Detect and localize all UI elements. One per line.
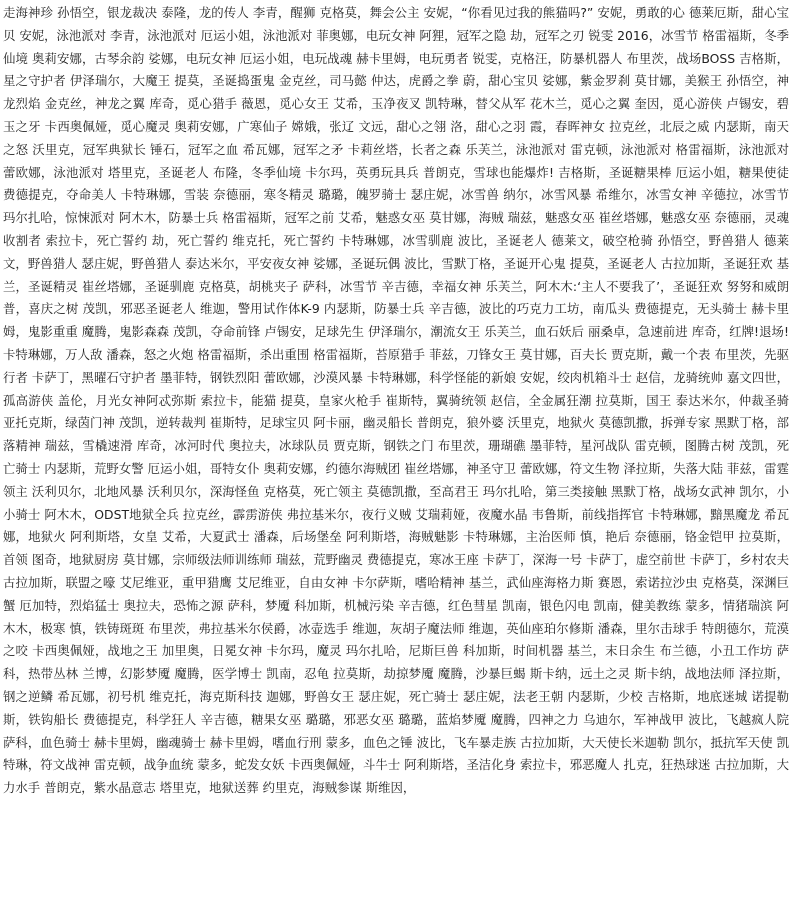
skin-list-paragraph: 走海神珍 孙悟空，银龙裁决 泰隆，龙的传人 李青，醒狮 克格莫，舞会公主 安妮，“你看见过我的熊猫吗?” 安妮，勇敢的心 德莱厄斯，甜心宝贝 安妮，泳池派对 李青，泳池派对 厄运小姐，泳池派对 菲奥娜，电玩女神 阿狸，冠军之隐 劫，冠军之刃 锐雯 2016，冰雪节 格雷福斯，冬季仙境 奥莉安娜，古琴余韵 娑娜，电玩女神 厄运小姐，电玩战魂 赫卡里姆，电玩勇者 锐雯，克格汪，防暴机器人 布里茨，战场BOSS 吉格斯，星之守护者 伊泽瑞尔，大魔王 提莫，圣诞捣蛋鬼 金克丝，司马懿 仲达，虎爵之拳 蔚，甜心宝贝 娑娜，紫金罗刹 莫甘娜，美猴王 孙悟空，神龙烈焰 金克丝，神龙之翼 库奇，觅心猎手 薇恩，觅心女王 艾希，玉净夜叉 凯特琳，替父从军 花木兰，觅心之翼 奎因，觅心游侠 卢锡安，碧玉之牙 卡西奥佩娅，觅心魔灵 奥莉安娜，广寒仙子 嫦娥，张辽 文远，甜心之翎 洛，甜心之羽 霞，春晖神女 拉克丝，北辰之威 内瑟斯，南天之怒 沃里克，冠军典狱长 锤石，冠军之血 希瓦娜，冠军之矛 卡莉丝塔，长者之森 乐芙兰，泳池派对 雷克顿，泳池派对 格雷福斯，泳池派对 蕾欧娜，泳池派对 塔里克，圣诞老人 布隆，冬季仙境 卡尔玛，英勇玩具兵 普朗克，雪球也能爆炸! 吉格斯，圣诞糖果棒 厄运小姐，糖果使徒 费德提克，夺命美人 卡特琳娜，雪装 奈德丽，寒冬精灵 璐璐，魄罗骑士 瑟庄妮，冰雪兽 纳尔，冰雪风暴 希维尔，冰雪女神 辛德拉，冰雪节 玛尔扎哈，惊悚派对 阿木木，防暴士兵 格雷福斯，冠军之前 艾希，魅惑女巫 莫甘娜，海贼 瑞兹，魅惑女巫 崔丝塔娜，魅惑女巫 奈德丽，灵魂收割者 索拉卡，死亡誓约 劫，死亡誓约 维克托，死亡誓约 卡特琳娜，冰雪驯鹿 波比，圣诞老人 德莱文，破空枪骑 孙悟空，野兽猎人 德莱文，野兽猎人 瑟庄妮，野兽猎人 泰达米尔，平安夜女神 娑娜，圣诞玩偶 波比，雪默丁格，圣诞开心鬼 提莫，圣诞老人 古拉加斯，圣诞狂欢 基兰，圣诞精灵 崔丝塔娜，圣诞驯鹿 克格莫，胡桃夹子 萨科，冰雪节 辛吉德，幸福女神 乐芙兰，阿木木:‘主人不要我了’，圣诞狂欢 努努和威朗普，喜庆之树 茂凯，邪恶圣诞老人 维迦，警用试作体K-9 内瑟斯，防暴士兵 辛吉德，波比的巧克力工坊，南瓜头 费德提克，无头骑士 赫卡里姆，鬼影重重 魔腾，鬼影森森 茂凯，夺命前锋 卢锡安，足球先生 伊泽瑞尔，潮流女王 乐芙兰，血石妖后 丽桑卓，急速前进 库奇，红牌!退场! 卡特琳娜，万人敌 潘森，怒之火炮 格雷福斯，杀出重围 格雷福斯，苔原猎手 菲兹，刀锋女王 莫甘娜，百夫长 贾克斯，戴一个表 布里茨，先驱行者 卡萨丁，黑曜石守护者 墨菲特，钢铁烈阳 蕾欧娜，沙漠风暴 卡特琳娜，科学怪能的新娘 安妮，绞肉机箱斗士 赵信，龙骑统帅 嘉文四世，孤高游侠 盖伦，月光女神阿忒弥斯 索拉卡，能猫 提莫，皇家火枪手 崔斯特，翼骑统领 赵信，全金属狂潮 拉莫斯，国王 泰达米尔，仲裁圣骑 亚托克斯，绿茵门神 茂凯，逆转裁判 崔斯特，足球宝贝 阿卡丽，幽灵船长 普朗克，狼外婆 沃里克，地狱火 莫德凯撒，拆弹专家 黑默丁格，部落精神 瑞兹，雪橇速滑 库奇，冰河时代 奥拉夫，冰球队员 贾克斯，钢铁之门 布里茨，珊瑚礁 墨菲特，星河战队 雷克顿，图腾古树 茂凯，死亡骑士 内瑟斯，荒野女警 厄运小姐，哥特女仆 奥莉安娜，约德尔海贼团 崔丝塔娜，神圣守卫 蕾欧娜，符文生物 泽拉斯，失落大陆 菲兹，雷霆领主 沃利贝尔，北地风暴 沃利贝尔，深海怪鱼 克格莫，死亡领主 莫德凯撒，至高君王 玛尔扎哈，第三类接触 黑默丁格，战场女武神 凯尔，小小骑士 阿木木，ODST地狱全兵 拉克丝，霹雳游侠 弗拉基米尔，夜行义贼 艾瑞莉娅，夜魔水晶 韦鲁斯，前线指挥官 卡特琳娜，黯黑魔龙 希瓦娜，地狱火 阿利斯塔，女皇 艾希，大夏武士 潘森，后场堡垒 阿利斯塔，海贼魅影 卡特琳娜，主治医师 慎，艳后 奈德丽，铬金铠甲 拉莫斯，首领 图奇，地狱厨房 莫甘娜，宗师级法师训练师 瑞兹，荒野幽灵 费德提克，寒冰王座 卡萨丁，深海一号 卡萨丁，虚空前世 卡萨丁，乡村农夫 古拉加斯，联盟之嚎 艾尼维亚，重甲猎鹰 艾尼维亚，自由女神 卡尔萨斯，嗜哈精神 基兰，武仙座海格力斯 赛恩，索诺拉沙虫 克格莫，深渊巨蟹 厄加特，烈焰猛士 奥拉夫，恐怖之源 萨科，梦魇 科加斯，机械污染 辛吉德，红色彗星 凯南，银色闪电 凯南，健美教练 蒙多，情猪瑞滨 阿木木，极寒 慎，铁铸斑斑 布里茨，弗拉基米尔侯爵，冰壶选手 维迦，灰胡子魔法师 维迦，英仙座珀尔修斯 潘森，里尔击球手 特朗德尔，荒漠之咬 卡西奥佩娅，战地之王 加里奥，日冕女神 卡尔玛，魔灵 玛尔扎哈，尼斯巨兽 科加斯，时间机器 基兰，末日余生 布兰德，小丑工作坊 萨科，热带丛林 兰博，幻影梦魇 魔腾，医学博士 凯南，忍龟 拉莫斯，劫掠梦魇 魔腾，沙暴巨蝎 斯卡纳，远土之灵 斯卡纳，战地法师 泽拉斯，钢之逆鳞 希瓦娜，初号机 维克托，海克斯科技 迦娜，野兽女王 瑟庄妮，死亡骑士 瑟庄妮，法老王朝 内瑟斯，少校 吉格斯，地底迷城 诺提勒斯，铁钩船长 费德提克，科学狂人 辛吉德，糖果女巫 璐璐，邪恶女巫 璐璐，蓝焰梦魇 魔腾，四神之力 乌迪尔，军神战甲 波比，飞越疯人院 萨科，血色骑士 赫卡里姆，幽魂骑士 赫卡里姆，嗜血行刑 蒙多，血色之锤 波比，飞车暴走族 古拉加斯，大天使长米迦勒 凯尔，抵抗军天使 凯特琳，符文战神 雷克顿，战争血统 蒙多，蛇发女妖 卡西奥佩娅，斗牛士 阿利斯塔，圣洁化身 索拉卡，邪恶魔人 扎克，狂热球迷 古拉加斯，大力水手 普朗克，紫水晶意志 塔里克，地狱送葬 约里克，海贼参谋 斯维因， <box>3 5 789 796</box>
